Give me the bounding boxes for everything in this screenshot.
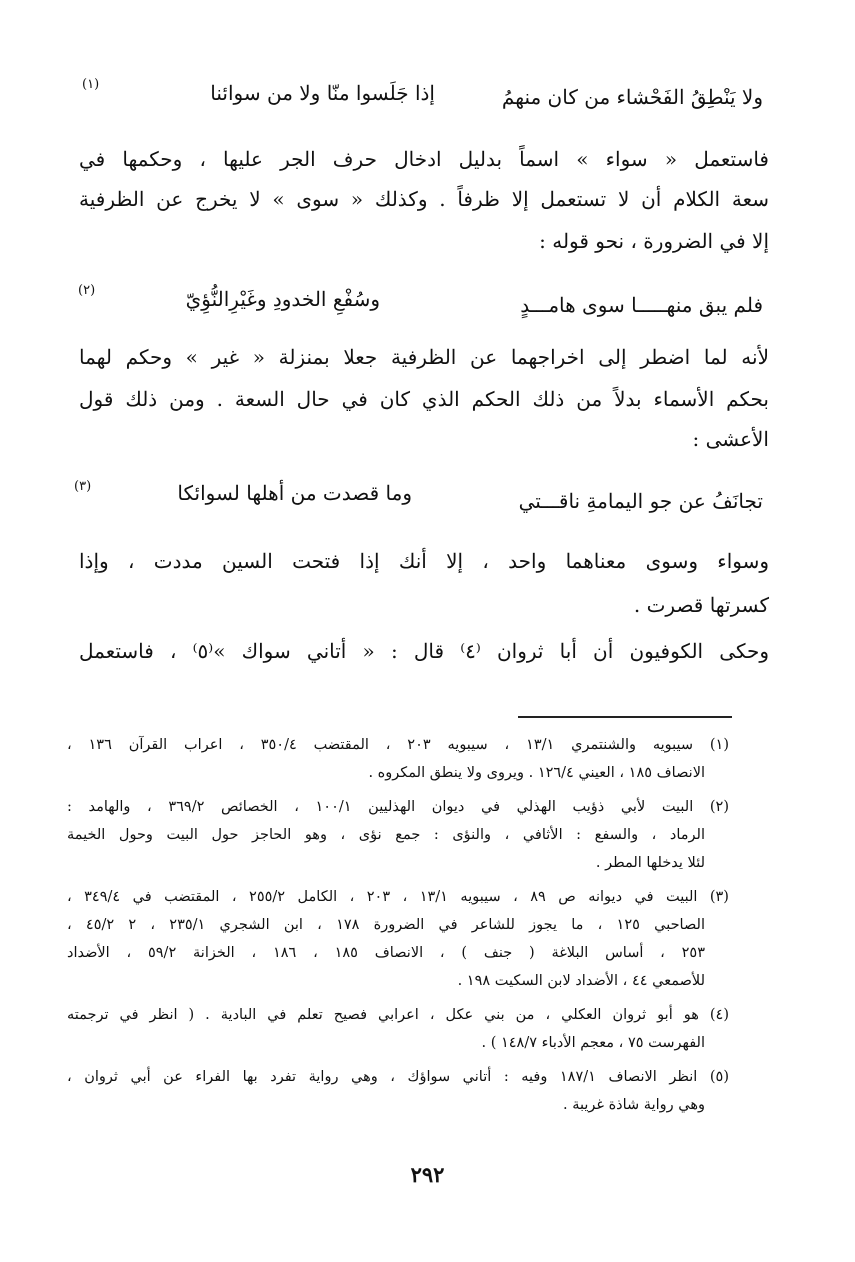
para3-line2: كسرتها قصرت .: [633, 593, 769, 617]
para1-line2: سعة الكلام أن لا تستعمل إلا ظرفاً . وكذلك « سوى » لا يخرج عن الظرفية: [79, 187, 769, 211]
para1-line1: فاستعمل « سواء » اسماً بدليل ادخال حرف الجر عليها ، وحكمها في: [79, 147, 769, 171]
footnote-2-line3: لئلا يدخلها المطر .: [595, 855, 705, 871]
para2-line2: بحكم الأسماء بدلاً من ذلك الحكم الذي كان في حال السعة . ومن ذلك قول: [79, 387, 769, 411]
verse1-first-hemistich: ولا يَنْطِقُ الفَحْشاء من كان منهمُ: [501, 85, 763, 109]
verse1-second-hemistich: إذا جَلَسوا منّا ولا من سوائنا: [210, 81, 435, 105]
para2-line1: لأنه لما اضطر إلى اخراجهما عن الظرفية جعلا بمنزلة « غير » وحكم لهما: [79, 345, 769, 369]
verse3-second-hemistich: وما قصدت من أهلها لسوائكا: [177, 481, 412, 505]
footnote-3-line4: للأصمعي ٤٤ ، الأضداد لابن السكيت ١٩٨ .: [457, 973, 705, 989]
footnote-1-line2: الانصاف ١٨٥ ، العيني ١٢٦/٤ . ويروى ولا ينطق المكروه .: [368, 765, 705, 781]
footnote-3-line3: ٢٥٣ ، أساس البلاغة ( جنف ) ، الانصاف ١٨٥ ، ١٨٦ ، الخزانة ٥٩/٢ ، الأضداد: [67, 945, 706, 961]
footnote-2-line2: الرماد ، والسفع : الأثافي ، والنؤى : جمع نؤى ، وهو الحاجز حول البيت وحول الخيمة: [67, 827, 705, 843]
para2-line3: الأعشى :: [692, 427, 769, 451]
footnote-4-line2: الفهرست ٧٥ ، معجم الأدباء ١٤٨/٧ ) .: [481, 1035, 705, 1051]
footnote-divider: [518, 716, 732, 718]
para3-line1: وسواء وسوى معناهما واحد ، إلا أنك إذا فتحت السين مددت ، وإذا: [79, 549, 769, 573]
verse3-first-hemistich: تجانَفُ عن جو اليمامةِ ناقـــتي: [518, 489, 763, 513]
para3-line3: وحكى الكوفيون أن أبا ثروان ⁽٤⁾ قال : « أتاني سواك »⁽٥⁾ ، فاستعمل: [79, 639, 770, 663]
footnote-1-line1: (١) سيبويه والشنتمري ١٣/١ ، سيبويه ٢٠٣ ، المقتضب ٣٥٠/٤ ، اعراب القرآن ١٣٦ ،: [67, 737, 729, 753]
verse3-footnote-mark: (٣): [74, 479, 92, 494]
footnote-5-line2: وهي رواية شاذة غريبة .: [562, 1097, 705, 1113]
verse1-footnote-mark: (١): [82, 77, 100, 92]
verse2-first-hemistich: فلم يبق منهـــــا سوى هامـــدٍ: [520, 293, 763, 317]
footnote-3-line2: الصاحبي ١٢٥ ، ما يجوز للشاعر في الضرورة ١٧٨ ، ابن الشجري ٢٣٥/١ ، ٢ ٤٥/٢ ،: [67, 917, 705, 933]
footnote-4-line1: (٤) هو أبو ثروان العكلي ، من بني عكل ، اعرابي فصيح تعلم في البادية . ( انظر في ترجمته: [67, 1007, 729, 1023]
footnote-2-line1: (٢) البيت لأبي ذؤيب الهذلي في ديوان الهذليين ١٠٠/١ ، الخصائص ٣٦٩/٢ ، والهامد :: [67, 799, 729, 815]
footnote-5-line1: (٥) انظر الانصاف ١٨٧/١ وفيه : أتاني سواؤك ، وهي رواية تفرد بها الفراء عن أبي ثروان ،: [67, 1069, 729, 1085]
page-number: ٢٩٢: [410, 1162, 445, 1187]
para1-line3: إلا في الضرورة ، نحو قوله :: [539, 229, 769, 253]
verse2-second-hemistich: وسُفْعِ الخدودِ وغَيْرِالنُّؤِيّ: [185, 287, 380, 311]
footnote-3-line1: (٣) البيت في ديوانه ص ٨٩ ، سيبويه ١٣/١ ، ٢٠٣ ، الكامل ٢٥٥/٢ ، المقتضب في ٣٤٩/٤ ،: [67, 889, 729, 905]
verse2-footnote-mark: (٢): [78, 283, 96, 298]
